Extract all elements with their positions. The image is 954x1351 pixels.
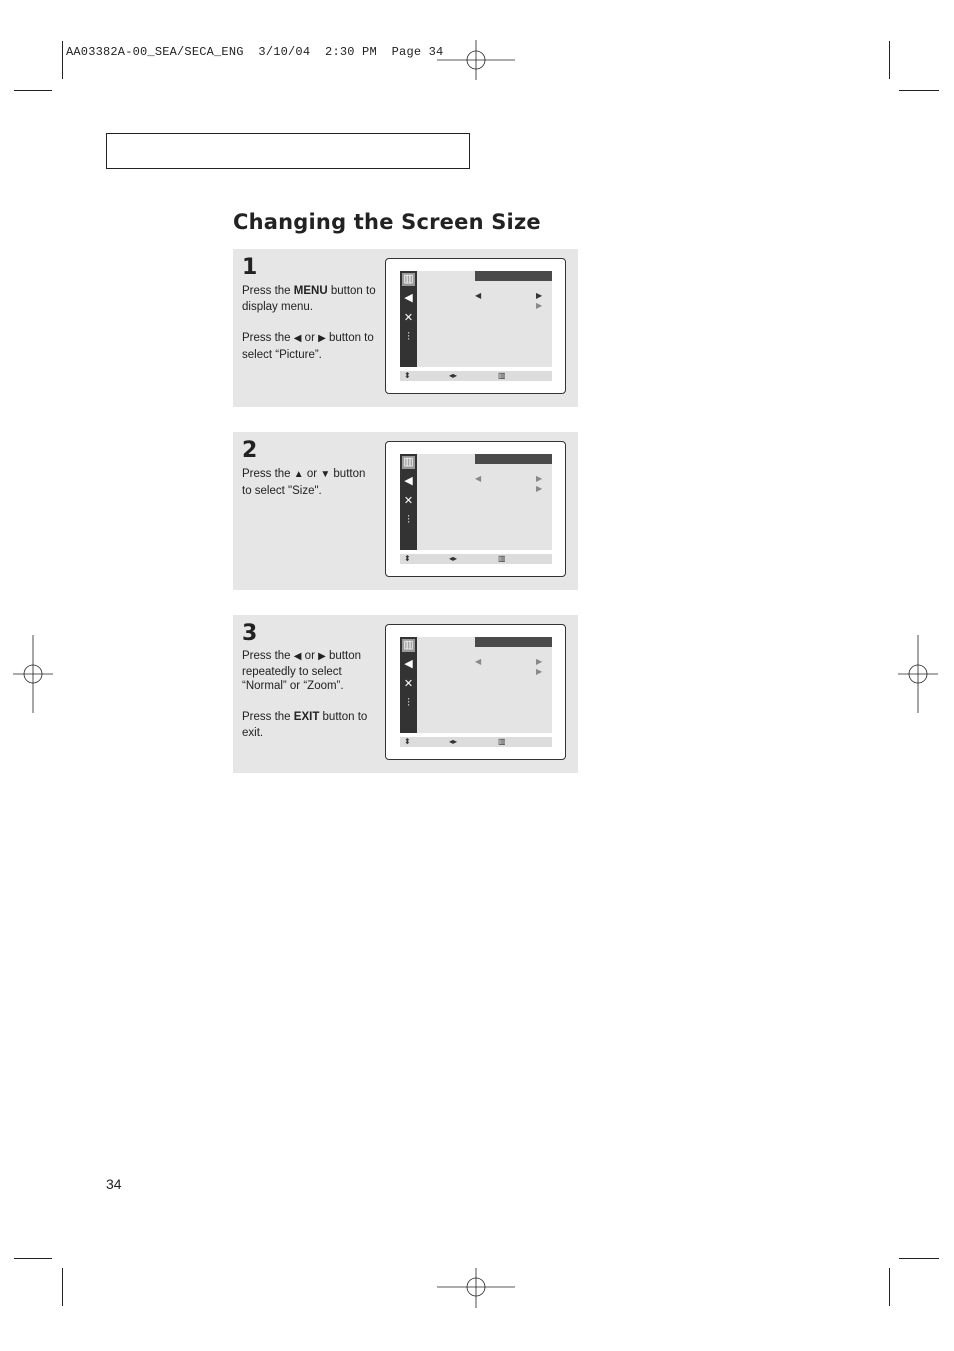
crop-mark — [899, 90, 939, 91]
step-panel-3 — [233, 615, 578, 773]
crop-mark — [62, 1268, 63, 1306]
registration-mark-icon — [898, 635, 938, 713]
setup-icon: ⫶ — [407, 514, 410, 526]
crop-mark — [14, 90, 52, 91]
registration-mark-icon — [437, 40, 515, 80]
step-number: 1 — [242, 255, 258, 280]
step-panel-2 — [233, 432, 578, 590]
right-arrow-icon: ▶ — [536, 484, 543, 493]
channel-icon: ✕ — [403, 678, 414, 690]
channel-icon: ✕ — [403, 495, 414, 507]
up-arrow-icon: ▲ — [293, 469, 304, 480]
adjust-icon: ◂▸ — [449, 371, 458, 380]
right-arrow-icon: ▶ — [536, 301, 543, 310]
osd-menu-sidebar — [400, 637, 417, 733]
picture-icon: ▥ — [403, 456, 414, 468]
sound-icon: ◀︎ — [404, 658, 413, 670]
tv-osd-screen — [385, 624, 566, 760]
picture-icon: ▥ — [403, 639, 414, 651]
sound-icon: ◀︎ — [404, 292, 413, 304]
osd-content-area — [417, 637, 552, 733]
right-arrow-icon: ▶ — [536, 667, 543, 676]
down-arrow-icon: ▼ — [320, 469, 331, 480]
setup-icon: ⫶ — [407, 331, 410, 343]
right-arrow-icon: ▶ — [318, 333, 326, 344]
osd-menu-sidebar — [400, 454, 417, 550]
print-slug: AA03382A-00_SEA/SECA_ENG 3/10/04 2:30 PM Page 34 — [66, 45, 444, 59]
move-icon: ⬍ — [404, 554, 411, 563]
menu-icon: ▥ — [498, 371, 506, 380]
step-panel-1 — [233, 249, 578, 407]
menu-icon: ▥ — [498, 554, 506, 563]
picture-icon: ▥ — [403, 273, 414, 285]
step-instructions: Press the MENU button to display menu. Press the ◀ or ▶ button to select “Picture”. — [242, 285, 376, 361]
move-icon: ⬍ — [404, 371, 411, 380]
osd-help-bar — [400, 371, 552, 381]
right-arrow-icon: ▶ — [536, 474, 543, 483]
channel-icon: ✕ — [403, 312, 414, 324]
left-arrow-icon: ◀ — [475, 291, 482, 300]
crop-mark — [14, 1258, 52, 1259]
section-header-box — [106, 133, 470, 169]
osd-content-area — [417, 271, 552, 367]
osd-help-bar — [400, 737, 552, 747]
menu-icon: ▥ — [498, 737, 506, 746]
adjust-icon: ◂▸ — [449, 737, 458, 746]
osd-content-area — [417, 454, 552, 550]
registration-mark-icon — [437, 1268, 515, 1308]
move-icon: ⬍ — [404, 737, 411, 746]
tv-osd-screen — [385, 258, 566, 394]
osd-menu-sidebar — [400, 271, 417, 367]
tv-osd-screen — [385, 441, 566, 577]
page-number: 34 — [106, 1176, 122, 1192]
left-arrow-icon: ◀ — [475, 474, 482, 483]
osd-title-bar — [475, 271, 552, 281]
step-instructions: Press the ◀ or ▶ button repeatedly to select “Normal” or “Zoom”. Press the EXIT button to exit. — [242, 650, 368, 739]
step-instructions: Press the ▲ or ▼ button to select "Size". — [242, 468, 366, 497]
adjust-icon: ◂▸ — [449, 554, 458, 563]
left-arrow-icon: ◀ — [293, 651, 302, 662]
left-arrow-icon: ◀ — [293, 333, 302, 344]
crop-mark — [889, 1268, 890, 1306]
crop-mark — [899, 1258, 939, 1259]
right-arrow-icon: ▶ — [536, 657, 543, 666]
step-number: 3 — [242, 621, 258, 646]
osd-title-bar — [475, 454, 552, 464]
right-arrow-icon: ▶ — [318, 651, 326, 662]
page-title: Changing the Screen Size — [233, 210, 541, 234]
right-arrow-icon: ▶ — [536, 291, 543, 300]
crop-mark — [889, 41, 890, 79]
step-number: 2 — [242, 438, 258, 463]
setup-icon: ⫶ — [407, 697, 410, 709]
crop-mark — [62, 41, 63, 79]
registration-mark-icon — [13, 635, 53, 713]
left-arrow-icon: ◀ — [475, 657, 482, 666]
osd-title-bar — [475, 637, 552, 647]
osd-help-bar — [400, 554, 552, 564]
sound-icon: ◀︎ — [404, 475, 413, 487]
